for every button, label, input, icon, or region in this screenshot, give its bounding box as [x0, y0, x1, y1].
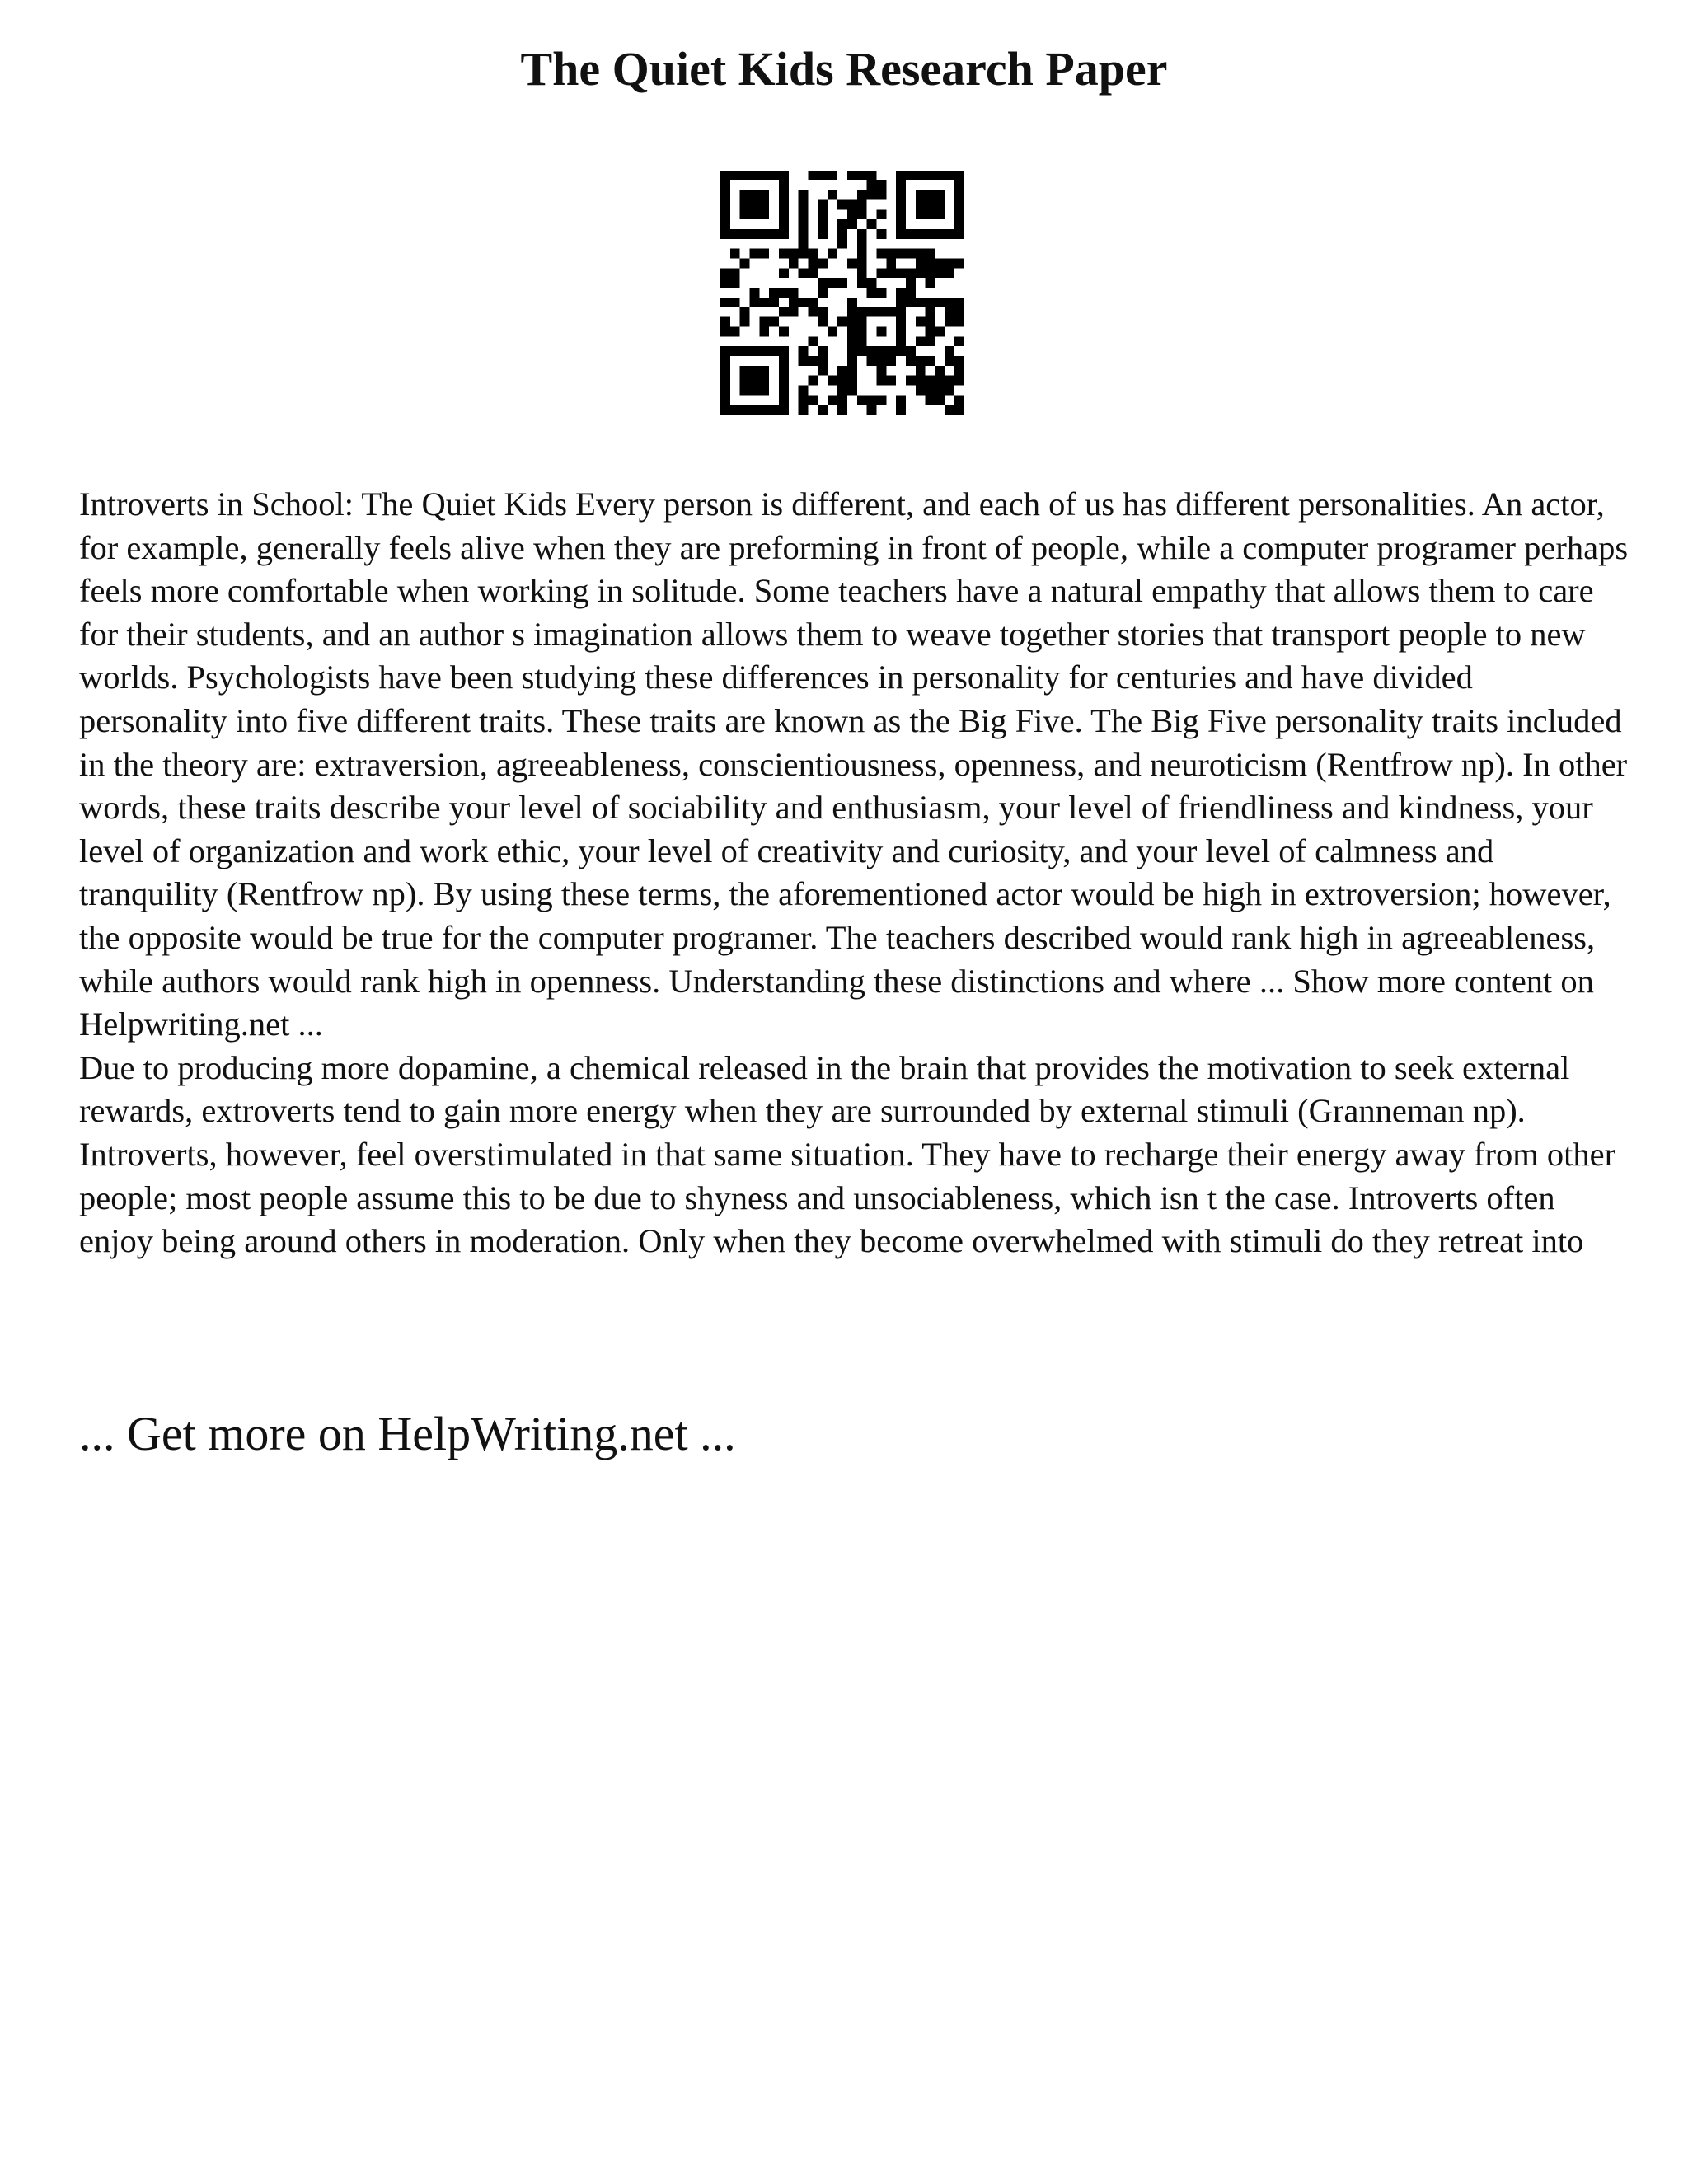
qr-code-icon [720, 171, 964, 415]
paragraph-2: Due to producing more dopamine, a chemical released in the brain that provides the motivation to seek external rewards, extroverts tend to gain more energy when they are surrounded by external stimuli (Granneman np). Introverts, however, feel overstimulated in that same situation. They have to recharge their energy away from other people; most people assume this to be due to shyness and unsociableness, which isn t the case. Introverts often enjoy being around others in moderation. Only when they become overwhelmed with stimuli do they retreat into [79, 1048, 1616, 1260]
paragraph-1: Introverts in School: The Quiet Kids Every person is different, and each of us has different personalities. An actor, for example, generally feels alive when they are preforming in front of people, while a computer programer perhaps feels more comfortable when working in solitude. Some teachers have a natural empathy that allows them to care for their students, and an author s imagination allows them to weave together stories that transport people to new worlds. Psychologists have been studying these differences in personality for centuries and have divided personality into five different traits. These traits are known as the Big Five. The Big Five personality traits included in the theory are: extraversion, agreeableness, conscientiousness, openness, and neuroticism (Rentfrow np). In other words, these traits describe your level of sociability and enthusiasm, your level of friendliness and kindness, your level of organization and work ethic, your level of creativity and curiosity, and your level of calmness and tranquility (Rentfrow np). By using these terms, the aforementioned actor would be high in extroversion; however, the opposite would be true for the computer programer. The teachers described would rank high in agreeableness, while authors would rank high in openness. Understanding these distinctions and where ... Show more content on Helpwriting.net ... [79, 485, 1629, 1043]
page-title: The Quiet Kids Research Paper [520, 42, 1168, 96]
article-body [79, 483, 1629, 1263]
get-more-link[interactable]: ... Get more on HelpWriting.net ... [79, 1407, 736, 1460]
